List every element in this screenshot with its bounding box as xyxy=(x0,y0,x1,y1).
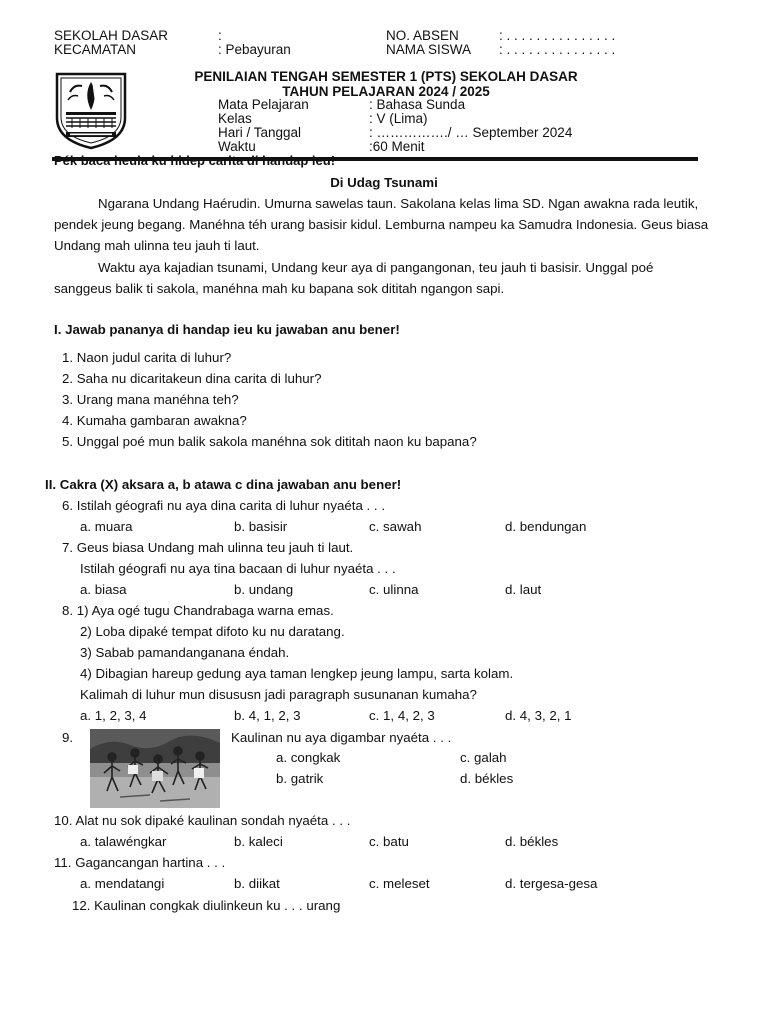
meta-label-subject: Mata Pelajaran xyxy=(218,97,309,112)
q8-sentence-3: 3) Sabab pamandanganana éndah. xyxy=(80,645,290,660)
q7-option-d: d. laut xyxy=(505,582,542,597)
story-title: Di Udag Tsunami xyxy=(330,175,438,190)
children-playing-illustration xyxy=(90,729,220,808)
q8-option-c: c. 1, 4, 2, 3 xyxy=(369,708,435,723)
story-paragraph-1 xyxy=(54,193,714,256)
meta-value-date: : ……………./ … September 2024 xyxy=(369,125,573,140)
meta-value-time: :60 Menit xyxy=(369,139,425,154)
q11-option-c: c. meleset xyxy=(369,876,430,891)
meta-value-subject: : Bahasa Sunda xyxy=(369,97,466,112)
school-value: : xyxy=(218,28,222,43)
mc-question-9: Kaulinan nu aya digambar nyaéta . . . xyxy=(231,730,452,745)
q10-option-c: c. batu xyxy=(369,834,409,849)
meta-value-class: : V (Lima) xyxy=(369,111,428,126)
q6-option-a: a. muara xyxy=(80,519,133,534)
essay-question-2: 2. Saha nu dicaritakeun dina carita di luhur? xyxy=(62,371,322,386)
district-value: : Pebayuran xyxy=(218,42,291,57)
q7-option-c: c. ulinna xyxy=(369,582,419,597)
mc-question-12: 12. Kaulinan congkak diulinkeun ku . . . urang xyxy=(72,898,341,913)
q10-option-d: d. békles xyxy=(505,834,559,849)
mc-question-7: 7. Geus biasa Undang mah ulinna teu jauh ti laut. xyxy=(62,540,354,555)
q6-option-d: d. bendungan xyxy=(505,519,587,534)
meta-label-class: Kelas xyxy=(218,111,252,126)
section-2-heading: II. Cakra (X) aksara a, b atawa c dina jawaban anu bener! xyxy=(45,477,402,492)
q11-option-b: b. diikat xyxy=(234,876,280,891)
district-label: KECAMATAN xyxy=(54,42,137,57)
essay-question-3: 3. Urang mana manéhna teh? xyxy=(62,392,239,407)
story-paragraph-1-text: Ngarana Undang Haérudin. Umurna sawelas taun. Sakolana kelas lima SD. Ngan awakna rada leutik, pendek jeung begang. Manéhna téh urang basisir kidul. Lemburna nampeu ka Samudra Indonesia. Geus biasa Undang mah ulinna teu jauh ti laut. xyxy=(54,196,709,253)
school-year: TAHUN PELAJARAN 2024 / 2025 xyxy=(282,84,490,99)
q8-option-a: a. 1, 2, 3, 4 xyxy=(80,708,147,723)
q9-option-a: a. congkak xyxy=(276,750,341,765)
q11-option-a: a. mendatangi xyxy=(80,876,165,891)
q7-option-b: b. undang xyxy=(234,582,294,597)
mc-question-11: 11. Gagancangan hartina . . . xyxy=(54,855,226,870)
mc-question-7-line-2: Istilah géografi nu aya tina bacaan di luhur nyaéta . . . xyxy=(80,561,396,576)
essay-question-4: 4. Kumaha gambaran awakna? xyxy=(62,413,247,428)
mc-question-9-number: 9. xyxy=(62,730,74,745)
mc-question-10: 10. Alat nu sok dipaké kaulinan sondah nyaéta . . . xyxy=(54,813,351,828)
q6-option-c: c. sawah xyxy=(369,519,422,534)
mc-question-8: 8. 1) Aya ogé tugu Chandrabaga warna emas. xyxy=(62,603,334,618)
school-label: SEKOLAH DASAR xyxy=(54,28,169,43)
q8-option-b: b. 4, 1, 2, 3 xyxy=(234,708,301,723)
essay-question-5: 5. Unggal poé mun balik sakola manéhna sok dititah naon ku bapana? xyxy=(62,434,477,449)
q8-option-d: d. 4, 3, 2, 1 xyxy=(505,708,572,723)
q9-option-d: d. békles xyxy=(460,771,514,786)
q6-option-b: b. basisir xyxy=(234,519,288,534)
q10-option-a: a. talawéngkar xyxy=(80,834,167,849)
q9-option-c: c. galah xyxy=(460,750,507,765)
q8-sentence-2: 2) Loba dipaké tempat difoto ku nu daratang. xyxy=(80,624,345,639)
q8-sentence-4: 4) Dibagian hareup gedung aya taman lengkep jeung lampu, sarta kolam. xyxy=(80,666,514,681)
absen-label: NO. ABSEN xyxy=(386,28,459,43)
essay-question-1: 1. Naon judul carita di luhur? xyxy=(62,350,232,365)
name-value: : . . . . . . . . . . . . . . . xyxy=(499,42,616,57)
meta-label-time: Waktu xyxy=(218,139,256,154)
exam-title: PENILAIAN TENGAH SEMESTER 1 (PTS) SEKOLAH DASAR xyxy=(194,69,578,84)
school-emblem-logo xyxy=(52,70,130,150)
q11-option-d: d. tergesa-gesa xyxy=(505,876,598,891)
header-divider xyxy=(52,157,698,161)
q8-prompt: Kalimah di luhur mun disususn jadi paragraph susunanan kumaha? xyxy=(80,687,477,702)
name-label: NAMA SISWA xyxy=(386,42,472,57)
q9-option-b: b. gatrik xyxy=(276,771,324,786)
q10-option-b: b. kaleci xyxy=(234,834,283,849)
story-paragraph-2 xyxy=(54,257,714,299)
absen-value: : . . . . . . . . . . . . . . . xyxy=(499,28,616,43)
story-paragraph-2-text: Waktu aya kajadian tsunami, Undang keur aya di pangangonan, teu jauh ti basisir. Unggal poé sanggeus balik ti sakola, manéhna mah ku bapana sok dititah ngangon sapi. xyxy=(54,260,654,296)
meta-label-date: Hari / Tanggal xyxy=(218,125,302,140)
q7-option-a: a. biasa xyxy=(80,582,127,597)
mc-question-6: 6. Istilah géografi nu aya dina carita di luhur nyaéta . . . xyxy=(62,498,386,513)
section-1-heading: I. Jawab pananya di handap ieu ku jawaban anu bener! xyxy=(54,322,400,337)
